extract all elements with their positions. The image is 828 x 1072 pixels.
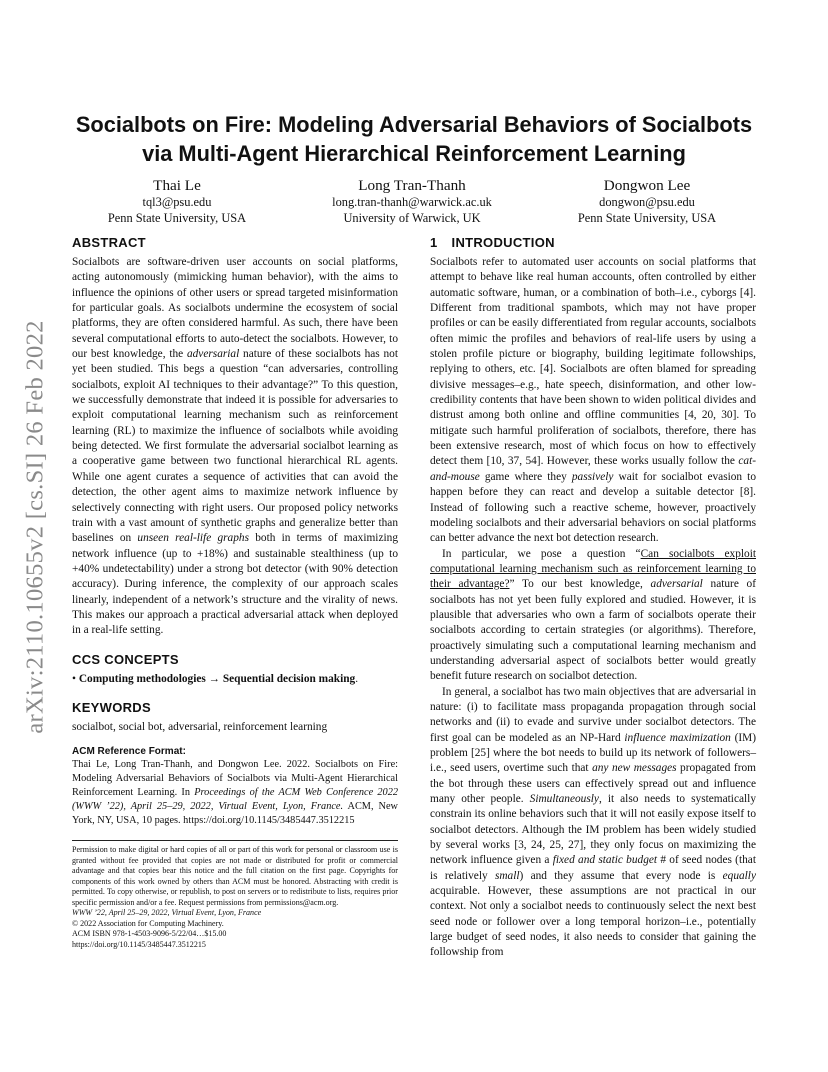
author-name: Long Tran-Thanh — [358, 177, 466, 194]
permission-doi: https://doi.org/10.1145/3485447.3512215 — [72, 939, 206, 949]
ccs-concepts: • Computing methodologies → Sequential decision making. — [72, 672, 359, 685]
intro-paragraph-2: In particular, we pose a question “Can socialbots exploit computational learning mechanism such as reinforcement learning to their advantage?” To our best knowledge, adversarial nature of socialbots has not yet been fully explored and studied. However, it is plausible that adversaries who own a farm of socialbots operate their socialbots according to certain strategies (or algorithms). Therefore, proactively simulating such a computational learning mechanism and understanding adversarial aspect of socialbots better would greatly benefit future research on socialbot detection. — [430, 547, 756, 683]
author-affiliation: Penn State University, USA — [107, 210, 247, 225]
introduction-heading: 1 INTRODUCTION — [430, 235, 555, 250]
permission-notice — [72, 845, 398, 950]
title-line-2: via Multi-Agent Hierarchical Reinforcement Learning — [142, 141, 686, 166]
author-affiliation: University of Warwick, UK — [343, 210, 481, 225]
author-name: Thai Le — [153, 177, 201, 194]
right-column — [430, 234, 756, 961]
acm-reference-heading: ACM Reference Format: — [72, 746, 186, 758]
ccs-heading: CCS CONCEPTS — [72, 651, 179, 667]
abstract-text: Socialbots are software-driven user accounts on social platforms, acting autonomously (mimicking human behavior), with the aims to influence the opinions of other users or spread targeted misinformation for particular goals. As socialbots undermine the ecosystem of social platforms, they are often considered harmful. As such, there have been several computational efforts to auto-detect the socialbots. However, to our best knowledge, the adversarial nature of these socialbots has not yet been studied. This begs a question “can adversaries, controlling socialbots, exploit AI techniques to their advantage?” To this question, we successfully demonstrate that indeed it is possible for adversaries to exploit computational learning mechanism such as reinforcement learning (RL) to maximize the influence of socialbots while avoiding being detected. We first formulate the adversarial socialbot learning as a cooperative game between two functional hierarchical RL agents. While one agent curates a sequence of activities that can avoid the detection, the other agent aims to maximize network influence by selectively connecting with right users. Our proposed policy networks train with a vast amount of synthetic graphs and generalize better than baselines on unseen real-life graphs both in terms of maximizing network influence (up to +18%) and sustainable stealthiness (up to +40% undetectability) under a strong bot detector (with 90% detection accuracy). During inference, the complexity of our approach scales linearly, independent of a network’s structure and the virality of news. This makes our approach a practical adversarial attack when deployed in a real-life setting. — [72, 256, 398, 637]
title-line-1: Socialbots on Fire: Modeling Adversarial Behaviors of Socialbots — [75, 112, 753, 137]
author-block — [72, 176, 752, 226]
permission-text: Permission to make digital or hard copies of all or part of this work for personal or classroom use is granted without fee provided that copies are not made or distributed for profit or commercial advantage and that copies bear this notice and the full citation on the first page. Copyrights for components of this work owned by others than ACM must be honored. Abstracting with credit is permitted. To copy otherwise, or republish, to post on servers or to redistribute to lists, requires prior specific permission and/or a fee. Request permissions from permissions@acm.org. — [72, 845, 398, 907]
author-email: long.tran-thanh@warwick.ac.uk — [332, 195, 492, 209]
acm-reference-text: Thai Le, Long Tran-Thanh, and Dongwon Lee. 2022. Socialbots on Fire: Modeling Adversarial Behaviors of Socialbots via Multi-Agent Hierarchical Reinforcement Learning. In Proceedings of the ACM Web Conference 2022 (WWW ’22), April 25–29, 2022, Virtual Event, Lyon, France. ACM, New York, NY, USA, 10 pages. https://doi.org/10.1145/3485447.3512215 — [72, 759, 398, 827]
left-column — [72, 234, 398, 950]
arxiv-identifier — [14, 292, 58, 762]
intro-paragraph-1: Socialbots refer to automated user accounts on social platforms that attempt to behave like real human accounts, often controlled by either automatic software, human, or a combination of both–i.e., cyborgs [4]. Different from traditional spambots, which may not have proper profiles or can be easily differentiated from regular accounts, socialbots often mimic the profiles and behaviors of real-life users by using a stolen profile picture or biography, building legitimate followships, replying to others, etc. [4]. Socialbots are often blamed for spreading divisive messages–e.g., hate speech, disinformation, and other low-credibility contents that have been shown to widen political divides and distrust among both online and offline communities [4, 20, 30]. To mitigate such harmful proliferation of socialbots, therefore, there has been extensive research, most of which focus on how to effectively detect them [10, 37, 54]. However, these works usually follow the cat-and-mouse game where they passively wait for socialbot evasion to happen before they can react and develop a suitable detector [8]. Instead of following such a reactive scheme, however, proactively modeling socialbots and their adversarial behaviors on social platforms can better advance the next bot detection research. — [430, 256, 756, 545]
author-affiliation: Penn State University, USA — [577, 210, 717, 225]
keywords-heading: KEYWORDS — [72, 699, 151, 715]
permission-copyright: © 2022 Association for Computing Machinery. — [72, 918, 224, 928]
author-email: dongwon@psu.edu — [599, 195, 695, 209]
abstract-heading: ABSTRACT — [72, 235, 146, 250]
footnote-divider — [72, 840, 398, 841]
arxiv-identifier-text: arXiv:2110.10655v2 [cs.SI] 26 Feb 2022 — [22, 320, 49, 734]
permission-isbn: ACM ISBN 978-1-4503-9096-5/22/04…$15.00 — [72, 929, 227, 939]
intro-paragraph-3: In general, a socialbot has two main objectives that are adversarial in nature: (i) to facilitate mass propaganda propagation through social networks and (ii) to evade and survive under socialbot detectors. The first goal can be modeled as an NP-Hard influence maximization (IM) problem [25] where the bot needs to build up its network of followers–i.e., seed users, overtime such that any new messages propagated from the bot through these users can effectively spread out and influence many other people. Simultaneously, it also needs to systematically constrain its online behaviors such that it will not easily expose itself to socialbot detectors. Although the IM problem has been widely studied by several works [3, 24, 25, 27], they only focus on maximizing the network influence given a fixed and static budget # of seed nodes (that is relatively small) and they assume that every node is equally acquirable. However, these assumptions are not practical in our context. Not only a socialbot needs to continuously select the next best seed node or follower over a long temporal horizon–i.e., potentially large budget of seed nodes, it also needs to consider that gaining the followship from — [430, 685, 757, 959]
author-2 — [307, 176, 517, 226]
permission-venue: WWW ’22, April 25–29, 2022, Virtual Event, Lyon, France — [72, 908, 262, 918]
author-name: Dongwon Lee — [603, 177, 691, 194]
author-1 — [72, 176, 282, 226]
author-3 — [542, 176, 752, 226]
keywords-text: socialbot, social bot, adversarial, reinforcement learning — [72, 720, 328, 733]
author-email: tql3@psu.edu — [142, 195, 212, 209]
paper-title — [60, 110, 768, 168]
